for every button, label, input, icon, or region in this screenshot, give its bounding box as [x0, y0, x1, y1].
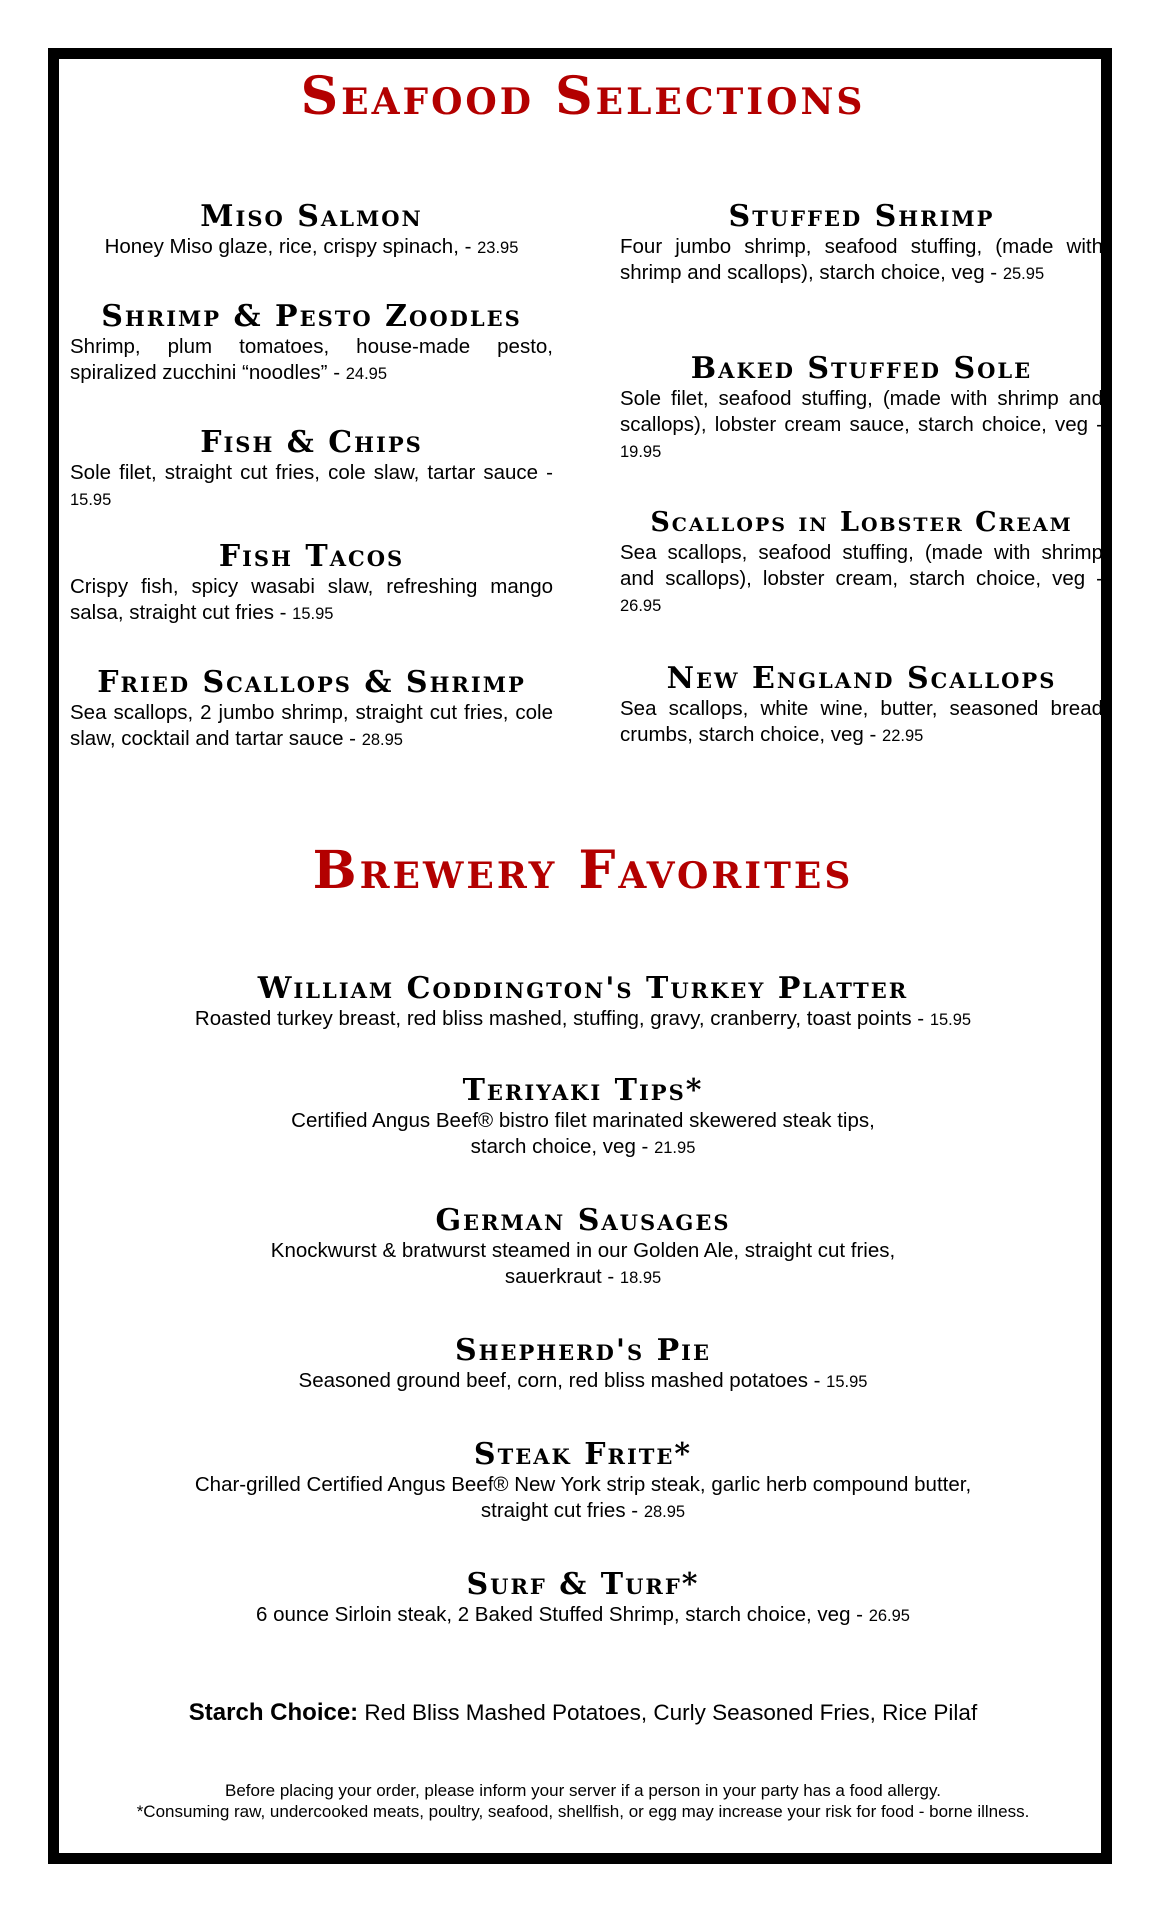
item-description: Honey Miso glaze, rice, crispy spinach, - 23.95 — [104, 235, 519, 258]
item-name: Stuffed Shrimp — [728, 199, 995, 234]
item-name: Steak Frite* — [473, 1437, 693, 1472]
item-name: William Coddington's Turkey Platter — [257, 971, 909, 1006]
item-price: 15.95 — [292, 605, 334, 623]
item-price: 23.95 — [477, 239, 519, 257]
menu-item-shrimp-pesto-zoodles — [70, 300, 553, 387]
item-description: Sole filet, straight cut fries, cole slaw, tartar sauce - 15.95 — [70, 461, 553, 509]
seafood-section-title: Seafood Selections — [300, 66, 866, 127]
item-price: 24.95 — [345, 365, 388, 383]
item-name: Fish Tacos — [218, 539, 405, 574]
item-name: German Sausages — [435, 1203, 731, 1238]
menu-item-german-sausages — [100, 1204, 1066, 1291]
item-price: 26.95 — [868, 1607, 910, 1625]
menu-item-miso-salmon — [70, 200, 553, 261]
brewery-section-title: Brewery Favorites — [312, 840, 854, 901]
item-name: New England Scallops — [666, 661, 1057, 696]
item-price: 15.95 — [70, 491, 112, 509]
item-description: Shrimp, plum tomatoes, house-made pesto, spiralized zucchini “noodles” - 24.95 — [70, 335, 553, 384]
item-price: 19.95 — [620, 443, 662, 461]
item-description: Sea scallops, white wine, butter, seasoned bread crumbs, starch choice, veg - 22.95 — [620, 697, 1103, 746]
item-name: Fried Scallops & Shrimp — [97, 665, 526, 700]
item-description: Four jumbo shrimp, seafood stuffing, (made with shrimp and scallops), starch choice, veg - 25.95 — [620, 235, 1103, 284]
item-name: Shrimp & Pesto Zoodles — [101, 299, 522, 334]
item-price: 15.95 — [826, 1373, 868, 1391]
menu-item-stuffed-shrimp — [620, 200, 1103, 287]
item-description: Char-grilled Certified Angus Beef® New York strip steak, garlic herb compound butter, straight cut fries - 28.95 — [194, 1473, 972, 1522]
item-price: 28.95 — [643, 1503, 686, 1521]
starch-choice-note — [0, 1698, 1166, 1728]
item-description: Certified Angus Beef® bistro filet marinated skewered steak tips, starch choice, veg - 21.95 — [291, 1109, 875, 1158]
item-price: 15.95 — [929, 1011, 972, 1029]
menu-item-fried-scallops-shrimp — [70, 666, 553, 753]
item-name: Surf & Turf* — [466, 1567, 700, 1602]
consumption-warning: *Consuming raw, undercooked meats, poultry, seafood, shellfish, or egg may increase your risk for food - borne illness. — [136, 1802, 1030, 1821]
menu-item-shepherds-pie — [100, 1334, 1066, 1395]
item-description: Roasted turkey breast, red bliss mashed, stuffing, gravy, cranberry, toast points - 15.95 — [194, 1007, 972, 1030]
item-price: 18.95 — [619, 1269, 662, 1287]
item-name: Teriyaki Tips* — [462, 1073, 704, 1108]
menu-item-steak-frite — [100, 1438, 1066, 1525]
allergy-notice: Before placing your order, please inform your server if a person in your party has a food allergy. — [225, 1781, 941, 1800]
menu-item-fish-chips — [70, 426, 553, 513]
item-name: Scallops in Lobster Cream — [650, 507, 1073, 538]
item-description: Sea scallops, seafood stuffing, (made with shrimp and scallops), lobster cream, starch choice, veg - 26.95 — [620, 541, 1103, 615]
item-description: Crispy fish, spicy wasabi slaw, refreshing mango salsa, straight cut fries - 15.95 — [70, 575, 553, 624]
menu-item-teriyaki-tips — [100, 1074, 1066, 1161]
item-description: Knockwurst & bratwurst steamed in our Golden Ale, straight cut fries, sauerkraut - 18.95 — [270, 1239, 896, 1288]
footer-notes — [0, 1780, 1166, 1822]
item-description: Sea scallops, 2 jumbo shrimp, straight cut fries, cole slaw, cocktail and tartar sauce - 28.95 — [70, 701, 553, 750]
item-price: 26.95 — [620, 597, 662, 615]
starch-choice-label: Starch Choice: — [188, 1699, 359, 1726]
menu-item-turkey-platter — [100, 972, 1066, 1033]
menu-item-fish-tacos — [70, 540, 553, 627]
item-description: 6 ounce Sirloin steak, 2 Baked Stuffed Shrimp, starch choice, veg - 26.95 — [256, 1603, 910, 1626]
item-name: Miso Salmon — [200, 199, 423, 234]
item-description: Seasoned ground beef, corn, red bliss mashed potatoes - 15.95 — [298, 1369, 868, 1392]
menu-item-scallops-lobster-cream — [620, 506, 1103, 619]
menu-item-baked-stuffed-sole — [620, 352, 1103, 465]
menu-item-new-england-scallops — [620, 662, 1103, 749]
item-name: Baked Stuffed Sole — [690, 351, 1033, 386]
item-price: 25.95 — [1002, 265, 1045, 283]
item-name: Shepherd's Pie — [455, 1333, 711, 1368]
menu-item-surf-turf — [100, 1568, 1066, 1629]
item-price: 22.95 — [882, 727, 924, 745]
item-name: Fish & Chips — [200, 425, 423, 460]
starch-choice-options: Red Bliss Mashed Potatoes, Curly Seasoned Fries, Rice Pilaf — [358, 1700, 978, 1725]
item-price: 28.95 — [361, 731, 403, 749]
item-price: 21.95 — [654, 1139, 696, 1157]
item-description: Sole filet, seafood stuffing, (made with shrimp and scallops), lobster cream sauce, starch choice, veg - 19.95 — [620, 387, 1103, 461]
